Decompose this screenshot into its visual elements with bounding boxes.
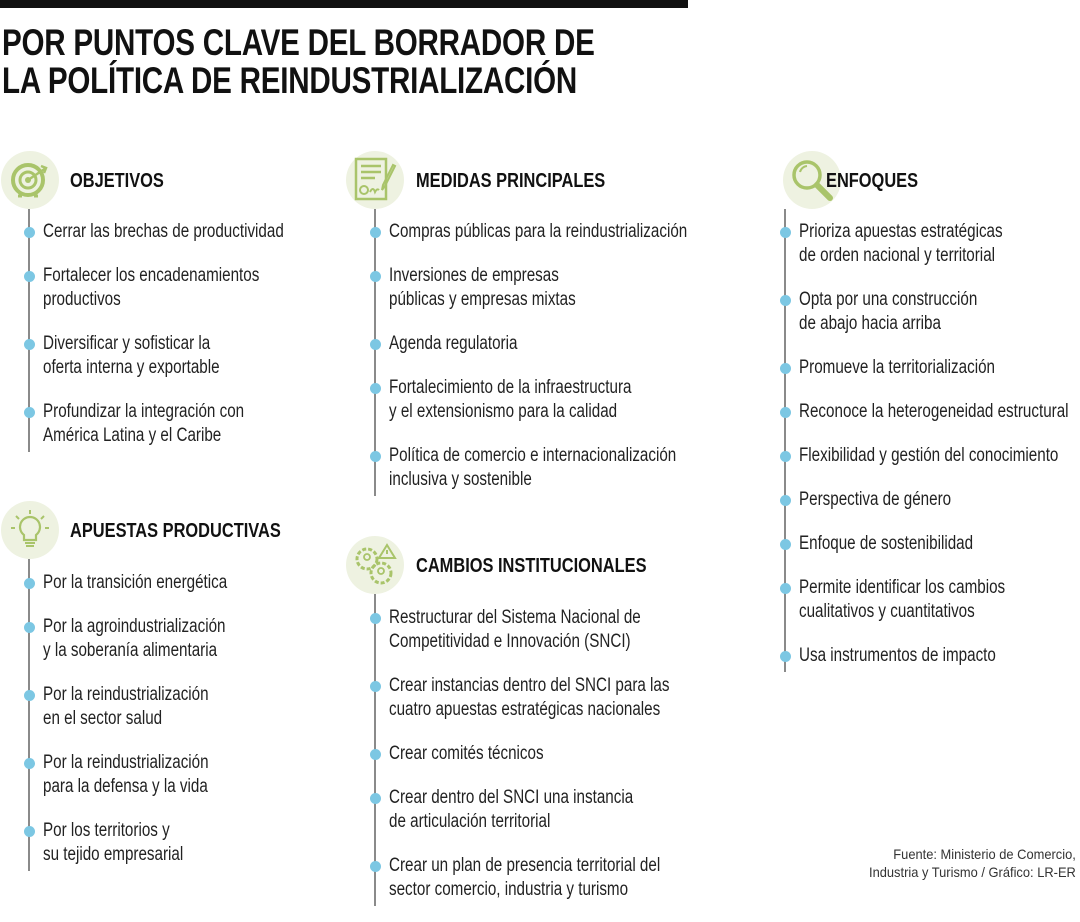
list-item [389, 674, 809, 722]
list-item-text: Por la reindustrialización en el sector salud [43, 684, 209, 729]
timeline-line [28, 559, 30, 871]
gears-people-warning-icon [346, 536, 404, 594]
list-item [389, 786, 809, 834]
list-item-text: Inversiones de empresas públicas y empresas mixtas [389, 265, 576, 310]
bullet-dot [24, 339, 35, 350]
source-credit: Fuente: Ministerio de Comercio, Industria y Turismo / Gráfico: LR-ER [869, 846, 1076, 880]
list-item [799, 532, 1080, 556]
bullet-dot [370, 339, 381, 350]
bullet-dot [370, 451, 381, 462]
item-list [389, 220, 809, 512]
list-item-text: Crear dentro del SNCI una instancia de articulación territorial [389, 787, 634, 832]
list-item [389, 332, 809, 356]
bullet-dot [24, 271, 35, 282]
bullet-dot [370, 271, 381, 282]
timeline-line [784, 209, 786, 672]
list-item [389, 376, 809, 424]
list-item-text: Cerrar las brechas de productividad [43, 221, 284, 242]
bullet-dot [370, 749, 381, 760]
list-item-text: Agenda regulatoria [389, 333, 518, 354]
list-item-text: Política de comercio e internacionalización inclusiva y sostenible [389, 445, 677, 490]
list-item [799, 356, 1080, 380]
bullet-dot [780, 363, 791, 374]
list-item-text: Por la agroindustrialización y la soberanía alimentaria [43, 616, 226, 661]
section-heading: MEDIDAS PRINCIPALES [416, 170, 606, 192]
list-item [389, 606, 809, 654]
list-item [799, 644, 1080, 668]
list-item-text: Usa instrumentos de impacto [799, 645, 996, 666]
list-item-text: Diversificar y sofisticar la oferta interna y exportable [43, 333, 220, 378]
list-item-text: Flexibilidad y gestión del conocimiento [799, 445, 1059, 466]
bullet-dot [780, 539, 791, 550]
list-item-text: Fortalecer los encadenamientos productivos [43, 265, 260, 310]
bullet-dot [24, 758, 35, 769]
bullet-dot [780, 495, 791, 506]
bullet-dot [780, 407, 791, 418]
list-item-text: Opta por una construcción de abajo hacia arriba [799, 289, 978, 334]
bullet-dot [780, 227, 791, 238]
target-icon [1, 151, 59, 209]
list-item-text: Crear comités técnicos [389, 743, 544, 764]
list-item [389, 264, 809, 312]
list-item [799, 220, 1080, 268]
bullet-dot [24, 690, 35, 701]
section-heading: OBJETIVOS [70, 170, 164, 192]
bullet-dot [780, 651, 791, 662]
list-item [389, 444, 809, 492]
list-item [389, 742, 809, 766]
list-item-text: Por la transición energética [43, 572, 228, 593]
list-item-text: Permite identificar los cambios cualitativos y cuantitativos [799, 577, 1006, 622]
list-item-text: Por la reindustrialización para la defensa y la vida [43, 752, 209, 797]
bullet-dot [24, 826, 35, 837]
list-item-text: Fortalecimiento de la infraestructura y el extensionismo para la calidad [389, 377, 632, 422]
bullet-dot [24, 407, 35, 418]
list-item [799, 488, 1080, 512]
section-heading: CAMBIOS INSTITUCIONALES [416, 555, 647, 577]
list-item-text: Por los territorios y su tejido empresarial [43, 820, 184, 865]
section-heading: APUESTAS PRODUCTIVAS [70, 520, 281, 542]
section-heading: ENFOQUES [826, 170, 919, 192]
bullet-dot [370, 793, 381, 804]
page-title: POR PUNTOS CLAVE DEL BORRADOR DE LA POLÍTICA DE REINDUSTRIALIZACIÓN [2, 22, 595, 101]
list-item-text: Compras públicas para la reindustrialización [389, 221, 688, 242]
list-item-text: Prioriza apuestas estratégicas de orden nacional y territorial [799, 221, 1003, 266]
bullet-dot [370, 861, 381, 872]
bullet-dot [780, 583, 791, 594]
item-list [389, 606, 809, 922]
list-item [799, 400, 1080, 424]
list-item [799, 576, 1080, 624]
item-list [799, 220, 1080, 688]
list-item-text: Enfoque de sostenibilidad [799, 533, 974, 554]
list-item-text: Reconoce la heterogeneidad estructural [799, 401, 1069, 422]
bullet-dot [370, 227, 381, 238]
bullet-dot [780, 295, 791, 306]
list-item-text: Restructurar del Sistema Nacional de Competitividad e Innovación (SNCI) [389, 607, 641, 652]
bullet-dot [24, 578, 35, 589]
bullet-dot [24, 622, 35, 633]
list-item [389, 854, 809, 902]
list-item-text: Crear un plan de presencia territorial del sector comercio, industria y turismo [389, 855, 661, 900]
bullet-dot [370, 613, 381, 624]
bullet-dot [24, 227, 35, 238]
list-item [389, 220, 809, 244]
title-bar-decoration [0, 0, 688, 8]
lightbulb-icon [1, 501, 59, 559]
bullet-dot [780, 451, 791, 462]
bullet-dot [370, 681, 381, 692]
signed-document-icon [346, 151, 404, 209]
list-item [799, 288, 1080, 336]
list-item-text: Promueve la territorialización [799, 357, 995, 378]
list-item-text: Crear instancias dentro del SNCI para las cuatro apuestas estratégicas nacionales [389, 675, 670, 720]
list-item [799, 444, 1080, 468]
bullet-dot [370, 383, 381, 394]
list-item-text: Perspectiva de género [799, 489, 952, 510]
list-item-text: Profundizar la integración con América Latina y el Caribe [43, 401, 245, 446]
